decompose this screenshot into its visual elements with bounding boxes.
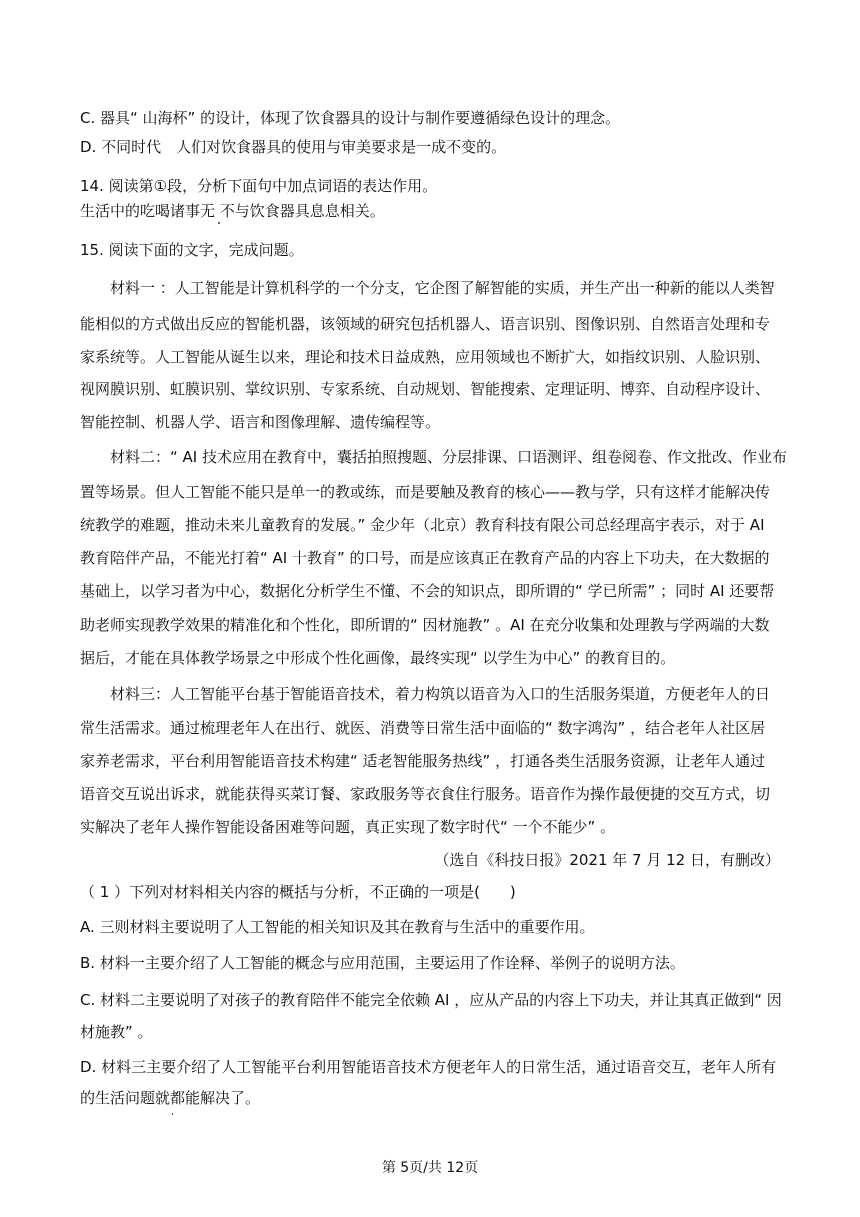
material1-line: 视网膜识别、虹膜识别、掌纹识别、专家系统、自动规划、智能搜索、定理证明、博弈、自动程序设计、 [80,380,771,398]
material1-line: 能相似的方式做出反应的智能机器，该领域的研究包括机器人、语言识别、图像识别、自然语言处理和专 [80,315,771,333]
speck-mark [172,1113,173,1115]
option-b: B. 材料一主要介绍了人工智能的概念与应用范围，主要运用了作诠释、举例子的说明方法。 [80,954,685,972]
source-citation: （选自《科技日报》2021 年 7 月 12 日，有删改） [434,851,780,869]
material3-line: 家养老需求，平台利用智能语音技术构建“ 适老智能服务热线” ，打通各类生活服务资源，让老年人通过 [80,752,766,770]
material2-line: 统教学的难题，推动未来儿童教育的发展。” 金少年（北京）教育科技有限公司总经理高宇表示，对于 AI [80,516,765,534]
material2-line: 材料二：“ AI 技术应用在教育中，囊括拍照搜题、分层排课、口语测评、组卷阅卷、作文批改、作业布 [110,448,787,466]
material3-line: 材料三：人工智能平台基于智能语音技术，着力构筑以语音为入口的生活服务渠道，方便老年人的日 [110,685,771,703]
material2-line: 基础上，以学习者为中心，数据化分析学生不懂、不会的知识点，即所谓的“ 学已所需” ；同时 AI 还要帮 [80,582,775,600]
option-d-prev: D. 不同时代 人们对饮食器具的使用与审美要求是一成不变的。 [80,138,507,156]
material3-line: 语音交互说出诉求，就能获得买菜订餐、家政服务等衣食住行服务。语音作为操作最便捷的交互方式，切 [80,785,771,803]
material1-line: 智能控制、机器人学、语言和图像理解、遗传编程等。 [80,413,441,431]
q14-sentence: 生活中的吃喝诸事无 不与饮食器具息息相关。 [80,202,385,220]
material2-line: 教育陪伴产品，不能光打着“ AI 十教育” 的口号，而是应该真正在教育产品的内容上下功夫，在大数据的 [80,549,770,567]
material2-line: 置等场景。但人工智能不能只是单一的教或练，而是要触及教育的核心——教与学，只有这样才能解决传 [80,483,771,501]
option-c-prev: C. 器具“ 山海杯” 的设计，体现了饮食器具的设计与制作要遵循绿色设计的理念。 [80,109,621,127]
material2-line: 助老师实现教学效果的精准化和个性化，即所谓的“ 因材施教” 。AI 在充分收集和处理教与学两端的大数 [80,616,770,634]
option-d-cont: 的生活问题就都能解决了。 [80,1089,261,1107]
material1-line: 家系统等。人工智能从诞生以来，理论和技术日益成熟，应用领域也不断扩大，如指纹识别、人脸识别、 [80,348,771,366]
option-d: D. 材料三主要介绍了人工智能平台利用智能语音技术方便老年人的日常生活，通过语音交互，老年人所有 [80,1058,777,1076]
option-a: A. 三则材料主要说明了人工智能的相关知识及其在教育与生活中的重要作用。 [80,918,595,936]
option-c-cont: 材施教” 。 [80,1023,153,1041]
page-number: 第 5页/共 12页 [381,1160,479,1176]
emphasis-dot [218,222,220,224]
material2-line: 据后，才能在具体教学场景之中形成个性化画像，最终实现“ 以学生为中心” 的教育目的。 [80,649,676,667]
q14-prompt: 14. 阅读第①段，分析下面句中加点词语的表达作用。 [80,177,438,195]
material3-line: 实解决了老年人操作智能设备困难等问题，真正实现了数字时代“ 一个不能少” 。 [80,818,616,836]
q15-prompt: 15. 阅读下面的文字，完成问题。 [80,241,304,259]
material3-line: 常生活需求。通过梳理老年人在出行、就医、消费等日常生活中面临的“ 数字鸿沟” ，结合老年人社区居 [80,719,766,737]
sub-question-1: （ 1 ）下列对材料相关内容的概括与分析，不正确的一项是( ) [80,883,516,901]
material1-line: 材料一 ：人工智能是计算机科学的一个分支，它企图了解智能的实质，并生产出一种新的能以人类智 [110,279,775,297]
option-c: C. 材料二主要说明了对孩子的教育陪伴不能完全依赖 AI ，应从产品的内容上下功夫，并让其真正做到“ 因 [80,991,782,1009]
